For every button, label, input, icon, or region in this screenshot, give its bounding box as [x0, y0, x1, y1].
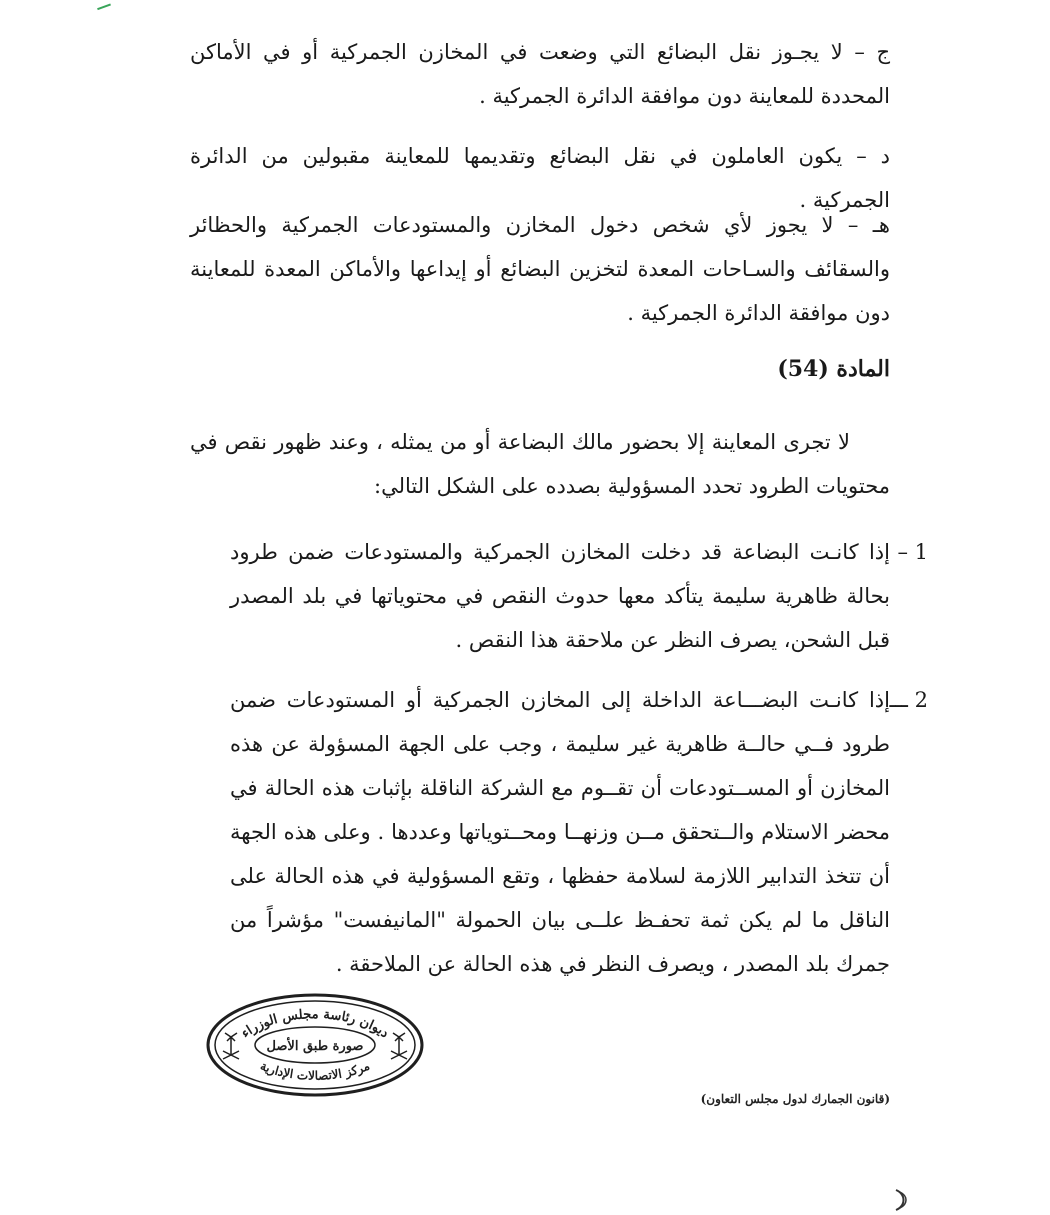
footer-reference: (قانون الجمارك لدول مجلس التعاون): [700, 1092, 890, 1106]
paragraph-text: يكون العاملون في نقل البضائع وتقديمها للمعاينة مقبولين من الدائرة الجمركية .: [190, 144, 890, 212]
item-number: 1 –: [897, 540, 928, 564]
official-stamp: [205, 993, 425, 1097]
article-intro-text: لا تجرى المعاينة إلا بحضور مالك البضاعة أو من يمثله ، وعند ظهور نقص في محتويات الطرود تحدد المسؤولية بصدده على الشكل التالي:: [190, 430, 890, 498]
article-item-1: [230, 530, 928, 662]
paragraph-label: هـ –: [847, 213, 890, 237]
stamp-center-text: صورة طبق الأصل: [266, 1039, 364, 1054]
paragraph-label: ج –: [854, 40, 890, 64]
paragraph-text: لا يجوز لأي شخص دخول المخازن والمستودعات الجمركية والحظائر والسقائف والسـاحات المعدة لتخزين البضائع أو إيداعها والأماكن المعدة للمعاينة دون موافقة الدائرة الجمركية .: [190, 213, 890, 325]
paragraph-label: د –: [856, 144, 890, 168]
paragraph-text: لا يجـوز نقل البضائع التي وضعت في المخازن الجمركية أو في الأماكن المحددة للمعاينة دون موافقة الدائرة الجمركية .: [190, 40, 890, 108]
article-intro: [190, 420, 890, 508]
item-text: إذا كانـت البضاعة قد دخلت المخازن الجمركية والمستودعات ضمن طرود بحالة ظاهرية سليمة يتأكد معها حدوث النقص في محتوياتها في بلد المصدر قبل الشحن، يصرف النظر عن ملاحقة هذا النقص .: [230, 540, 890, 652]
paragraph-jeem: [190, 30, 890, 118]
page-curl-icon: [892, 1188, 910, 1212]
paragraph-ha: [190, 203, 890, 335]
item-number: 2 ـــ: [889, 688, 928, 712]
stamp-top-text: ديوان رئاسة مجلس الوزراء: [238, 1007, 392, 1042]
item-text: إذا كانـت البضـــاعة الداخلة إلى المخازن الجمركية أو المستودعات ضمن طرود فــي حالــة ظاهرية غير سليمة ، وجب على الجهة المسؤولة عن هذه المخازن أو المســتودعات أن تقــوم مع الشركة الناقلة بإثبات هذه الحالة في محضر الاستلام والــتحقق مــن وزنهــا ومحــتوياتها وعددها . وعلى هذه الجهة أن تتخذ التدابير اللازمة لسلامة حفظها ، وتقع المسؤولية في هذه الحالة على الناقل ما لم يكن ثمة تحفـظ علــى بيان الحمولة "المانيفست" مؤشراً من جمرك بلد المصدر ، ويصرف النظر في هذه الحالة عن الملاحقة .: [230, 688, 890, 976]
emblem-left-icon: [223, 1033, 239, 1059]
emblem-right-icon: [391, 1033, 407, 1059]
stamp-bottom-text: مركز الاتصالات الإدارية: [258, 1058, 372, 1083]
corner-mark: [95, 0, 111, 10]
article-item-2: [230, 678, 928, 986]
article-title: المادة (54): [777, 356, 890, 382]
